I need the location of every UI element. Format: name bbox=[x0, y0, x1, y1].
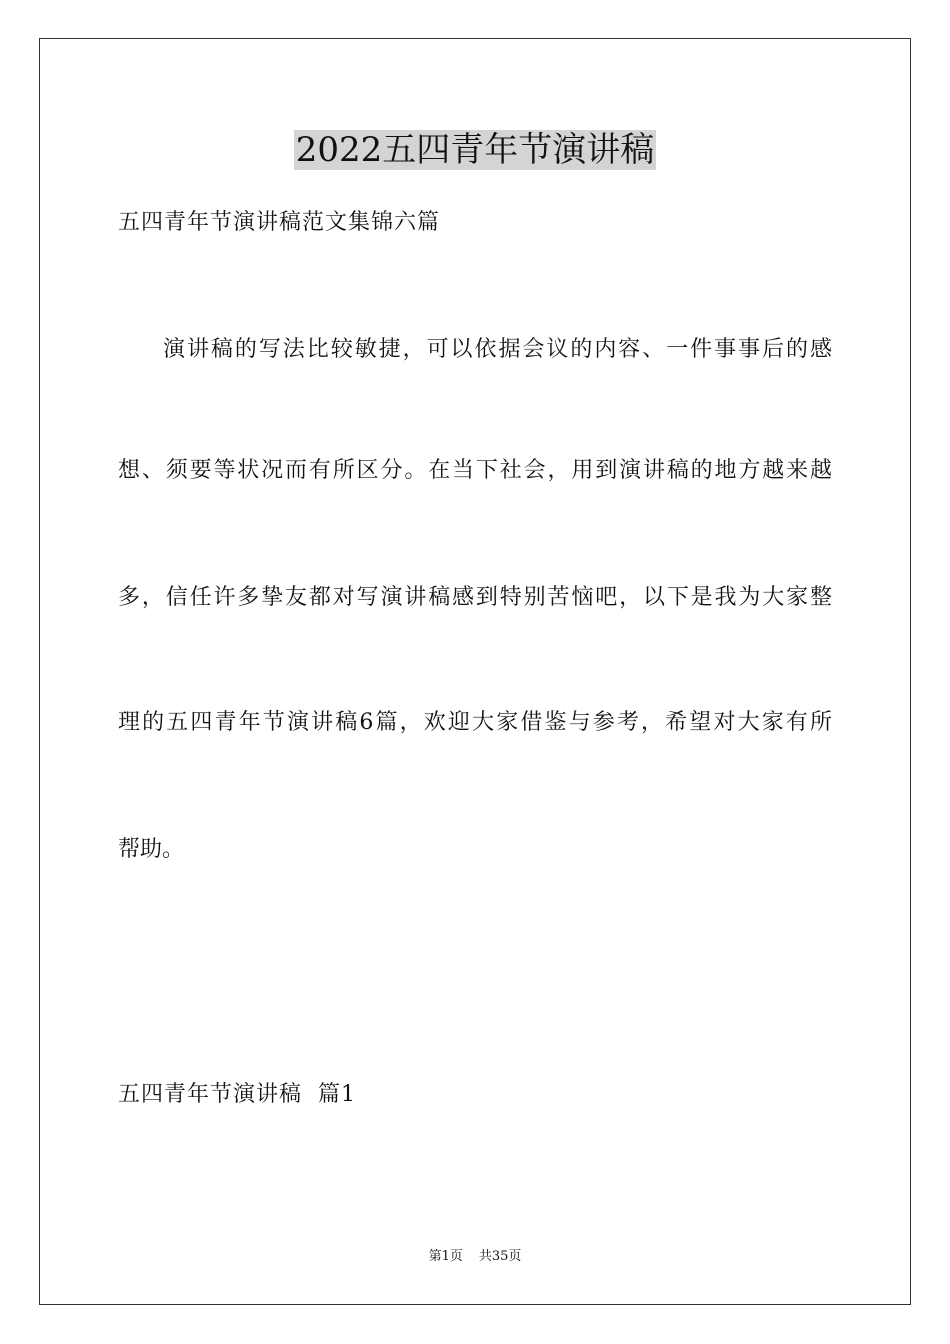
page-footer bbox=[0, 1248, 950, 1266]
intro-paragraph-line: 帮助。 bbox=[118, 837, 185, 862]
document-title bbox=[0, 128, 950, 172]
intro-paragraph-line: 理的五四青年节演讲稿6篇，欢迎大家借鉴与参考，希望对大家有所 bbox=[118, 710, 832, 735]
intro-paragraph-line: 想、须要等状况而有所区分。在当下社会，用到演讲稿的地方越来越 bbox=[118, 458, 832, 483]
intro-paragraph-line: 多，信任许多挚友都对写演讲稿感到特别苦恼吧，以下是我为大家整 bbox=[118, 585, 832, 610]
section-heading: 五四青年节演讲稿 篇1 bbox=[118, 1082, 356, 1107]
document-subtitle: 五四青年节演讲稿范文集锦六篇 bbox=[118, 210, 441, 235]
intro-paragraph-line: 演讲稿的写法比较敏捷，可以依据会议的内容、一件事事后的感 bbox=[163, 337, 832, 362]
title-text: 2022五四青年节演讲稿 bbox=[295, 130, 655, 170]
page-number-total: 共35页 bbox=[478, 1249, 522, 1264]
page-number-current: 第1页 bbox=[428, 1249, 463, 1264]
